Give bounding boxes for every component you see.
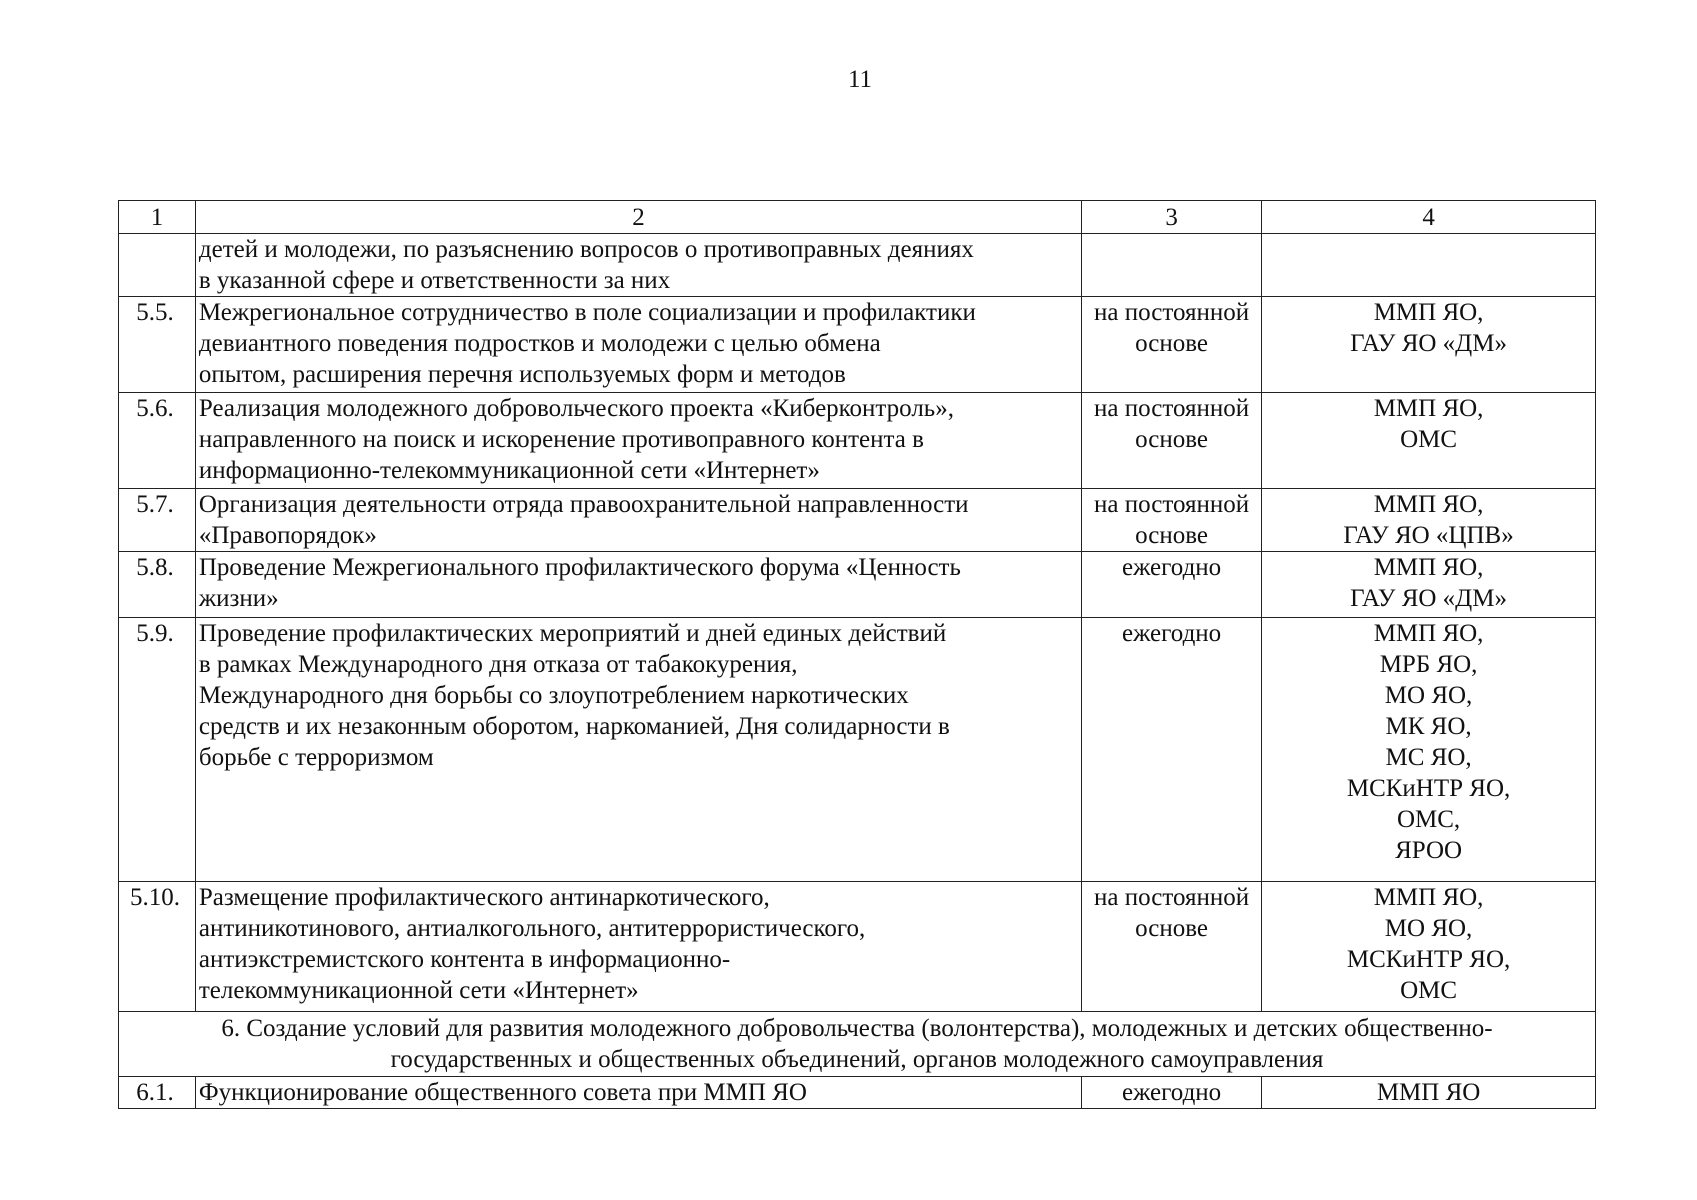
- table-row: [119, 882, 1596, 1012]
- row-description-line: направленного на поиск и искоренение противоправного контента в: [198, 426, 924, 453]
- row-term-line: на постоянной: [1094, 884, 1250, 911]
- row-description-line: борьбе с терроризмом: [198, 744, 434, 771]
- row-executor-line: МСКиНТР ЯО,: [1346, 775, 1511, 802]
- row-executor-line: МСКиНТР ЯО,: [1346, 946, 1511, 973]
- row-number: [119, 234, 196, 297]
- row-term: [1082, 552, 1262, 618]
- row-description-line: Проведение профилактических мероприятий и дней единых действий: [198, 620, 947, 647]
- row-term-line: основе: [1135, 915, 1209, 942]
- section-heading-line: 6. Создание условий для развития молодежного добровольчества (волонтерства), молодежных и детских общественно-: [221, 1015, 1493, 1042]
- row-executor-line: МК ЯО,: [1385, 713, 1472, 740]
- row-executor-line: ММП ЯО: [1376, 1079, 1481, 1106]
- row-term-line: основе: [1135, 426, 1209, 453]
- row-description: [195, 393, 1081, 489]
- header-cell-number: 1: [119, 201, 196, 234]
- row-executor: [1262, 393, 1596, 489]
- row-description: [195, 882, 1081, 1012]
- row-executor: [1262, 1077, 1596, 1109]
- row-number: 5.8.: [119, 552, 196, 618]
- row-executor-line: МО ЯО,: [1384, 915, 1473, 942]
- row-description: [195, 618, 1081, 882]
- row-description: [195, 552, 1081, 618]
- row-description-line: «Правопорядок»: [198, 522, 377, 549]
- section-heading: [119, 1012, 1596, 1077]
- row-term-line: ежегодно: [1122, 1079, 1222, 1106]
- table-row: [119, 297, 1596, 393]
- row-executor-line: ММП ЯО,: [1373, 395, 1484, 422]
- page-number: 11: [847, 66, 873, 93]
- row-description-line: жизни»: [198, 585, 279, 612]
- row-description-line: Организация деятельности отряда правоохранительной направленности: [198, 491, 969, 518]
- row-term-line: ежегодно: [1122, 554, 1222, 581]
- row-executor: [1262, 552, 1596, 618]
- row-description-line: детей и молодежи, по разъяснению вопросов о противоправных деяниях: [198, 236, 974, 263]
- row-number: 5.9.: [119, 618, 196, 882]
- measures-table: [118, 200, 1596, 1109]
- row-description: [195, 234, 1081, 297]
- row-description-line: девиантного поведения подростков и молодежи с целью обмена: [198, 330, 881, 357]
- row-description: [195, 297, 1081, 393]
- row-executor-line: ММП ЯО,: [1373, 620, 1484, 647]
- row-executor: [1262, 882, 1596, 1012]
- row-description-line: в указанной сфере и ответственности за них: [198, 267, 671, 294]
- row-number: 5.10.: [119, 882, 196, 1012]
- row-executor-line: МС ЯО,: [1385, 744, 1472, 771]
- row-executor-line: ММП ЯО,: [1373, 554, 1484, 581]
- header-cell-description: 2: [195, 201, 1081, 234]
- table-row: [119, 489, 1596, 552]
- row-term-line: основе: [1135, 522, 1209, 549]
- row-executor-line: ММП ЯО,: [1373, 299, 1484, 326]
- table-row: [119, 393, 1596, 489]
- header-cell-executor: 4: [1262, 201, 1596, 234]
- row-executor-line: ЯРОО: [1395, 837, 1463, 864]
- row-executor: [1262, 234, 1596, 297]
- section-row: [119, 1012, 1596, 1077]
- row-term-line: на постоянной: [1094, 491, 1250, 518]
- row-executor: [1262, 489, 1596, 552]
- row-description-line: Проведение Межрегионального профилактического форума «Ценность: [198, 554, 961, 581]
- table-row: [119, 618, 1596, 882]
- row-description-line: антиникотинового, антиалкогольного, антитеррористического,: [198, 915, 866, 942]
- row-description-line: в рамках Международного дня отказа от табакокурения,: [198, 651, 798, 678]
- header-row: [119, 201, 1596, 234]
- row-number: 6.1.: [119, 1077, 196, 1109]
- row-term: [1082, 234, 1262, 297]
- row-description-line: Функционирование общественного совета при ММП ЯО: [198, 1079, 807, 1106]
- row-term-line: основе: [1135, 330, 1209, 357]
- row-term-line: на постоянной: [1094, 395, 1250, 422]
- table-row: [119, 234, 1596, 297]
- row-executor-line: ОМС,: [1396, 806, 1461, 833]
- row-term-line: на постоянной: [1094, 299, 1250, 326]
- row-description-line: Межрегиональное сотрудничество в поле социализации и профилактики: [198, 299, 976, 326]
- row-term: [1082, 618, 1262, 882]
- row-term-line: ежегодно: [1122, 620, 1222, 647]
- row-description-line: средств и их незаконным оборотом, наркоманией, Дня солидарности в: [198, 713, 950, 740]
- row-description: [195, 1077, 1081, 1109]
- table-row: [119, 1077, 1596, 1109]
- row-executor-line: ММП ЯО,: [1373, 884, 1484, 911]
- row-term: [1082, 393, 1262, 489]
- table-row: [119, 552, 1596, 618]
- row-executor-line: ГАУ ЯО «ДМ»: [1350, 330, 1507, 357]
- row-executor-line: ММП ЯО,: [1373, 491, 1484, 518]
- row-executor-line: ГАУ ЯО «ДМ»: [1350, 585, 1507, 612]
- row-number: 5.5.: [119, 297, 196, 393]
- row-term: [1082, 882, 1262, 1012]
- header-cell-term: 3: [1082, 201, 1262, 234]
- row-term: [1082, 297, 1262, 393]
- row-description: [195, 489, 1081, 552]
- section-heading-line: государственных и общественных объединений, органов молодежного самоуправления: [390, 1046, 1324, 1073]
- row-executor: [1262, 297, 1596, 393]
- row-executor-line: МО ЯО,: [1384, 682, 1473, 709]
- table-header: [119, 201, 1596, 234]
- table-body: [119, 234, 1596, 1109]
- row-description-line: информационно-телекоммуникационной сети «Интернет»: [198, 457, 820, 484]
- row-number: 5.6.: [119, 393, 196, 489]
- row-description-line: Размещение профилактического антинаркотического,: [198, 884, 770, 911]
- row-executor: [1262, 618, 1596, 882]
- row-executor-line: ГАУ ЯО «ЦПВ»: [1343, 522, 1514, 549]
- row-executor-line: ОМС: [1400, 426, 1458, 453]
- row-executor-line: ОМС: [1400, 977, 1458, 1004]
- row-number: 5.7.: [119, 489, 196, 552]
- row-term: [1082, 1077, 1262, 1109]
- row-description-line: Международного дня борьбы со злоупотреблением наркотических: [198, 682, 909, 709]
- row-description-line: опытом, расширения перечня используемых форм и методов: [198, 361, 846, 388]
- row-description-line: телекоммуникационной сети «Интернет»: [198, 977, 639, 1004]
- row-description-line: Реализация молодежного добровольческого проекта «Киберконтроль»,: [198, 395, 954, 422]
- row-description-line: антиэкстремистского контента в информационно-: [198, 946, 731, 973]
- row-term: [1082, 489, 1262, 552]
- row-executor-line: МРБ ЯО,: [1379, 651, 1478, 678]
